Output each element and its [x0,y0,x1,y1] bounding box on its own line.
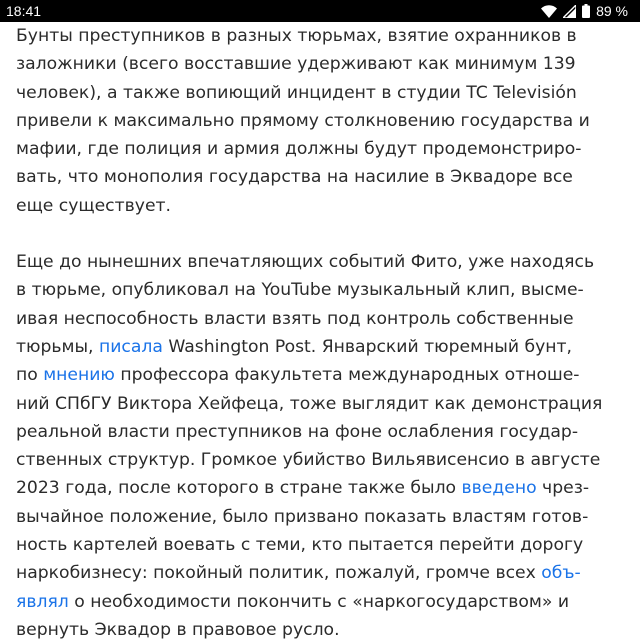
link-declared[interactable]: объ- [541,563,581,584]
battery-icon [582,4,590,18]
text-segment: Washington Post. Январский тюремный бунт, [162,336,572,357]
text-line: вычайное положение, было призвано показать властям готов- [16,506,589,527]
article-paragraph [16,22,628,220]
text-segment: чрез- [536,478,590,499]
text-line: мафии, где полиция и армия должны будут продемонстриро- [16,139,582,160]
status-bar [0,0,640,22]
text-line: ственных структур. Громкое убийство Вильявисенсио в августе [16,450,601,471]
article-body [16,22,628,644]
text-line: человек), а также вопиющий инцидент в студии TC Televisión [16,82,577,103]
text-segment: о необходимости покончить с «наркогосударством» и [68,591,570,612]
text-segment: наркобизнесу: покойный политик, пожалуй, громче всех [16,563,542,584]
text-line: реальной власти преступников на фоне ослабления государ- [16,421,579,442]
text-line: привели к максимально прямому столкновению государства и [16,110,590,131]
text-segment: профессора факультета международных отноше- [114,365,580,386]
text-line: ность картелей воевать с теми, кто пытается перейти дорогу [16,535,584,556]
text-line: вать, что монополия государства на насилие в Эквадоре все [16,167,573,188]
link-introduced[interactable]: введено [461,478,537,499]
text-line [16,361,628,389]
link-opinion[interactable]: мнению [43,365,115,386]
text-segment: 2023 года, после которого в стране также было [16,478,462,499]
text-line: ивая неспособность власти взять под контроль собственные [16,308,574,329]
text-line [16,474,628,502]
wifi-icon [541,5,557,18]
text-line: Бунты преступников в разных тюрьмах, взятие охранников в [16,26,577,46]
status-indicators [541,3,628,19]
text-line: ний СПбГУ Виктора Хейфеца, тоже выглядит как демонстрация [16,393,603,414]
text-line [16,559,628,587]
text-line: в тюрьме, опубликовал на YouTube музыкальный клип, высме- [16,280,584,301]
text-line: вернуть Эквадор в правовое русло. [16,619,340,640]
text-line: Еще до нынешних впечатляющих событий Фито, уже находясь [16,252,595,273]
text-segment: тюрьмы, [16,336,99,357]
link-declared[interactable]: являл [16,591,69,612]
text-segment: по [16,365,44,386]
status-time: 18:41 [6,3,42,19]
text-line: еще существует. [16,195,171,216]
battery-level: 89 % [596,3,628,19]
article-paragraph [16,248,628,644]
text-line: заложники (всего восставшие удерживают как минимум 139 [16,54,576,75]
text-line [16,588,628,616]
link-wrote[interactable]: писала [98,336,163,357]
signal-icon [563,5,576,18]
text-line [16,333,628,361]
